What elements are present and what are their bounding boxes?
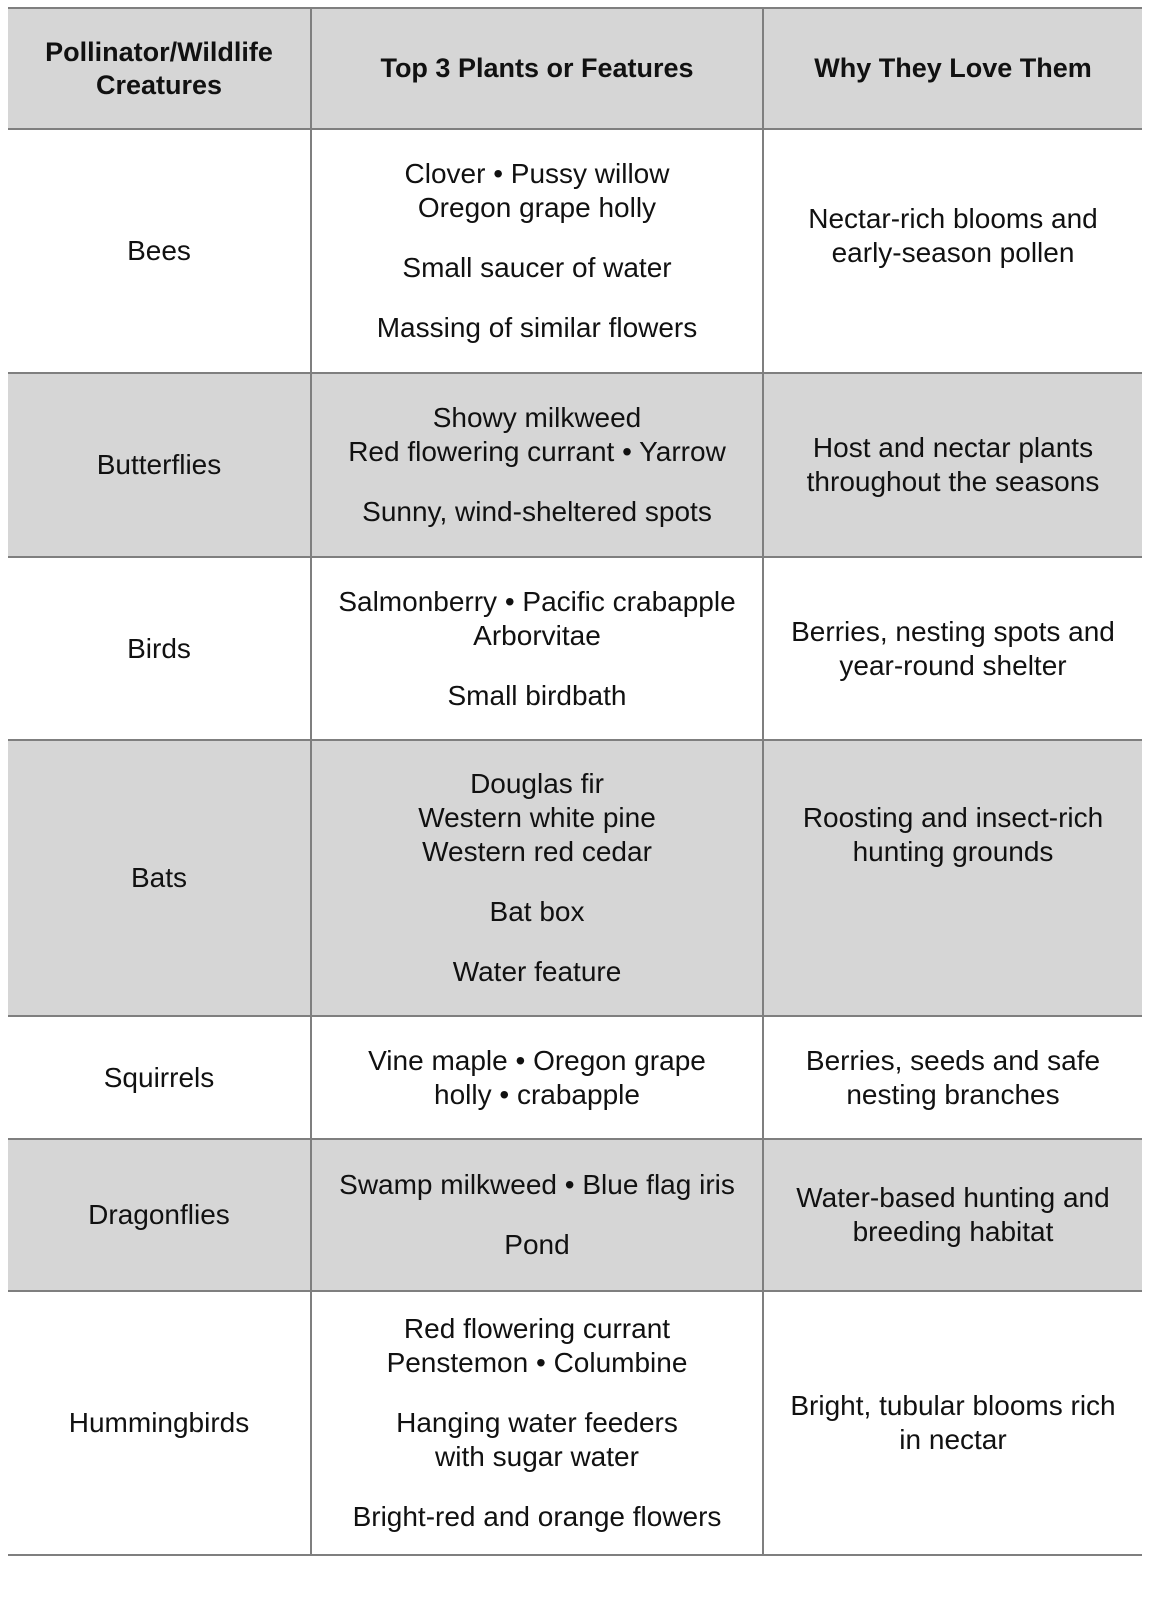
feature-line: Swamp milkweed • Blue flag iris (339, 1169, 735, 1200)
features-cell (312, 1140, 764, 1290)
features-cell (312, 1292, 764, 1554)
why-cell (764, 1292, 1142, 1554)
feature-group (448, 679, 627, 713)
table-header-row (8, 9, 1142, 130)
feature-line: holly • crabapple (434, 1078, 640, 1110)
features-cell (312, 558, 764, 739)
why-cell (764, 558, 1142, 739)
why-line: early-season pollen (831, 237, 1075, 268)
feature-group (453, 955, 622, 989)
why-cell (764, 1017, 1142, 1138)
feature-line: Sunny, wind-sheltered spots (362, 496, 712, 527)
table-row (8, 1292, 1142, 1554)
why-cell (764, 130, 1142, 372)
feature-line: Salmonberry • Pacific crabapple (338, 585, 736, 617)
header-text: Creatures (95, 69, 223, 100)
creature-cell (8, 1292, 312, 1554)
why-line: year-round shelter (839, 649, 1067, 681)
table-row (8, 374, 1142, 558)
feature-line: Penstemon • Columbine (386, 1347, 688, 1378)
header-plants-features (312, 9, 764, 128)
creature-cell (8, 741, 312, 1015)
feature-line: Red flowering currant (403, 1313, 671, 1344)
feature-line: Bright-red and orange flowers (352, 1501, 722, 1532)
creature-name: Bats (130, 862, 188, 893)
feature-line: Western white pine (418, 802, 656, 833)
features-cell (312, 374, 764, 556)
table-row (8, 1140, 1142, 1292)
feature-line: Bat box (489, 896, 585, 927)
feature-line: Pond (504, 1229, 570, 1260)
why-line: Roosting and insect-rich (802, 802, 1104, 833)
features-cell (312, 130, 764, 372)
feature-group (387, 1312, 688, 1380)
feature-group (504, 1228, 569, 1262)
why-line: Host and nectar plants (812, 432, 1094, 463)
feature-line: Small birdbath (447, 679, 627, 711)
feature-group (396, 1406, 678, 1474)
why-line: Berries, seeds and safe (805, 1044, 1101, 1076)
feature-group (377, 311, 698, 345)
creature-name: Dragonflies (88, 1199, 230, 1230)
feature-line: with sugar water (435, 1441, 639, 1472)
why-line: Water-based hunting and (796, 1182, 1110, 1213)
feature-line: Clover • Pussy willow (404, 158, 670, 189)
why-line: throughout the seasons (806, 466, 1100, 497)
feature-line: Oregon grape holly (417, 192, 657, 223)
table-row (8, 130, 1142, 374)
feature-group (368, 1044, 706, 1112)
feature-group (490, 895, 585, 929)
creature-cell (8, 130, 312, 372)
why-line: breeding habitat (852, 1216, 1054, 1247)
why-cell (764, 374, 1142, 556)
table-row (8, 741, 1142, 1017)
header-text: Why They Love Them (814, 53, 1092, 83)
header-text: Pollinator/Wildlife (45, 36, 273, 67)
creature-cell (8, 374, 312, 556)
creature-name: Bees (127, 235, 191, 266)
creature-cell (8, 558, 312, 739)
pollinator-table (8, 7, 1142, 1556)
creature-name: Squirrels (103, 1061, 215, 1093)
table-row (8, 558, 1142, 741)
feature-line: Water feature (452, 956, 622, 987)
feature-line: Small saucer of water (402, 252, 672, 283)
feature-line: Arborvitae (473, 619, 601, 651)
feature-group (362, 495, 712, 529)
table-row (8, 1017, 1142, 1140)
features-cell (312, 741, 764, 1015)
why-cell (764, 1140, 1142, 1290)
feature-group (405, 157, 670, 225)
feature-line: Massing of similar flowers (376, 312, 698, 343)
feature-group (348, 401, 726, 469)
why-cell (764, 741, 1142, 1015)
feature-group (339, 1168, 735, 1202)
creature-cell (8, 1140, 312, 1290)
creature-name: Birds (127, 632, 191, 664)
feature-group (418, 767, 656, 869)
why-line: Bright, tubular blooms rich (790, 1390, 1116, 1421)
feature-line: Vine maple • Oregon grape (368, 1044, 706, 1076)
creature-cell (8, 1017, 312, 1138)
feature-group (353, 1500, 722, 1534)
feature-line: Douglas fir (470, 768, 604, 799)
creature-name: Hummingbirds (68, 1407, 250, 1438)
feature-line: Red flowering currant • Yarrow (348, 436, 726, 467)
header-text: Top 3 Plants or Features (380, 53, 694, 83)
feature-line: Showy milkweed (432, 402, 642, 433)
header-why (764, 9, 1142, 128)
why-line: Nectar-rich blooms and (808, 203, 1098, 234)
header-creatures (8, 9, 312, 128)
feature-group (338, 585, 735, 653)
feature-line: Western red cedar (422, 836, 652, 867)
creature-name: Butterflies (96, 449, 222, 480)
feature-line: Hanging water feeders (396, 1407, 678, 1438)
why-line: hunting grounds (852, 836, 1054, 867)
features-cell (312, 1017, 764, 1138)
why-line: nesting branches (846, 1078, 1060, 1110)
feature-group (402, 251, 671, 285)
why-line: in nectar (899, 1424, 1007, 1455)
why-line: Berries, nesting spots and (791, 615, 1115, 647)
